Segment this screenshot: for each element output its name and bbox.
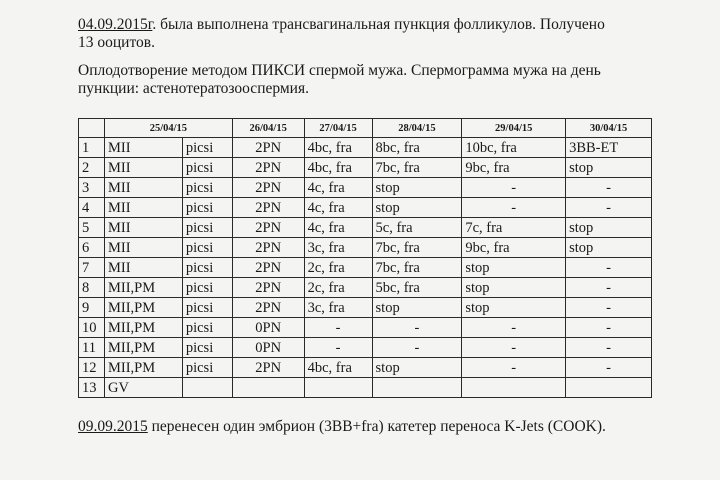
cell-day4: -: [462, 358, 566, 378]
cell-maturity: MII: [104, 138, 182, 158]
cell-maturity: GV: [104, 378, 182, 398]
table-row: [79, 158, 652, 178]
cell-method: picsi: [182, 278, 232, 298]
cell-index: 2: [79, 158, 105, 178]
cell-pn: 2PN: [232, 198, 304, 218]
cell-pn: 2PN: [232, 298, 304, 318]
table-row: [79, 218, 652, 238]
cell-day3: stop: [372, 178, 462, 198]
cell-pn: 2PN: [232, 358, 304, 378]
cell-pn: 2PN: [232, 158, 304, 178]
cell-method: picsi: [182, 198, 232, 218]
cell-method: picsi: [182, 258, 232, 278]
cell-method: picsi: [182, 358, 232, 378]
cell-index: 13: [79, 378, 105, 398]
cell-day2: 2c, fra: [304, 278, 372, 298]
cell-maturity: MII: [104, 258, 182, 278]
table-row: [79, 138, 652, 158]
cell-day3: 7bc, fra: [372, 238, 462, 258]
cell-pn: 0PN: [232, 318, 304, 338]
cell-day5: 3BB-ET: [566, 138, 652, 158]
table-row: [79, 258, 652, 278]
cell-index: 5: [79, 218, 105, 238]
cell-day4: 9bc, fra: [462, 238, 566, 258]
cell-day2: 2c, fra: [304, 258, 372, 278]
header-day-2: 27/04/15: [304, 119, 372, 138]
intro-paragraph: [78, 16, 605, 52]
cell-day5: -: [566, 298, 652, 318]
table-row: [79, 198, 652, 218]
cell-pn: 2PN: [232, 138, 304, 158]
intro-line1-text: . была выполнена трансвагинальная пункция фолликулов. Получено: [152, 16, 605, 33]
intro-date: 04.09.2015г: [78, 16, 153, 33]
cell-day4: [462, 378, 566, 398]
cell-method: picsi: [182, 218, 232, 238]
cell-day2: [304, 378, 372, 398]
table-row: [79, 338, 652, 358]
cell-day4: -: [462, 198, 566, 218]
table-row: [79, 318, 652, 338]
cell-index: 10: [79, 318, 105, 338]
cell-maturity: MII,PM: [104, 278, 182, 298]
header-day-5: 30/04/15: [566, 119, 652, 138]
cell-day5: stop: [566, 238, 652, 258]
header-day-0: 25/04/15: [104, 119, 232, 138]
table-row: [79, 298, 652, 318]
cell-day5: -: [566, 178, 652, 198]
cell-pn: 2PN: [232, 278, 304, 298]
fertilization-paragraph: [78, 62, 601, 98]
cell-method: picsi: [182, 238, 232, 258]
header-day-4: 29/04/15: [462, 119, 566, 138]
table-row: [79, 238, 652, 258]
cell-day5: -: [566, 358, 652, 378]
cell-day4: -: [462, 318, 566, 338]
table-row: [79, 358, 652, 378]
header-index: [79, 119, 105, 138]
cell-day2: 4bc, fra: [304, 358, 372, 378]
cell-day4: 9bc, fra: [462, 158, 566, 178]
cell-maturity: MII: [104, 158, 182, 178]
cell-day5: -: [566, 318, 652, 338]
cell-day4: 10bc, fra: [462, 138, 566, 158]
cell-method: [182, 378, 232, 398]
cell-day5: stop: [566, 158, 652, 178]
cell-maturity: MII: [104, 218, 182, 238]
cell-day3: 5bc, fra: [372, 278, 462, 298]
cell-day2: 3c, fra: [304, 298, 372, 318]
cell-day4: -: [462, 178, 566, 198]
table-row: [79, 178, 652, 198]
cell-day2: 3c, fra: [304, 238, 372, 258]
cell-day5: -: [566, 258, 652, 278]
cell-day5: -: [566, 198, 652, 218]
cell-method: picsi: [182, 298, 232, 318]
cell-index: 3: [79, 178, 105, 198]
cell-day3: 5c, fra: [372, 218, 462, 238]
cell-maturity: MII,PM: [104, 318, 182, 338]
table-row: [79, 378, 652, 398]
cell-method: picsi: [182, 338, 232, 358]
cell-day3: 7bc, fra: [372, 158, 462, 178]
table-header-row: [79, 119, 652, 138]
cell-index: 1: [79, 138, 105, 158]
embryo-table: [78, 118, 652, 398]
cell-pn: 2PN: [232, 238, 304, 258]
cell-index: 8: [79, 278, 105, 298]
intro-line2-text: 13 ооцитов.: [78, 34, 155, 51]
cell-day4: stop: [462, 258, 566, 278]
cell-index: 12: [79, 358, 105, 378]
cell-maturity: MII,PM: [104, 338, 182, 358]
cell-pn: 2PN: [232, 218, 304, 238]
cell-day3: stop: [372, 198, 462, 218]
cell-day5: -: [566, 278, 652, 298]
transfer-note: [78, 418, 606, 436]
intro-line3-text: Оплодотворение методом ПИКСИ спермой мужа. Спермограмма мужа на день: [78, 62, 601, 79]
cell-day5: -: [566, 338, 652, 358]
cell-maturity: MII: [104, 178, 182, 198]
cell-maturity: MII: [104, 238, 182, 258]
cell-maturity: MII,PM: [104, 358, 182, 378]
transfer-date: 09.09.2015: [78, 418, 148, 435]
cell-day3: 8bc, fra: [372, 138, 462, 158]
cell-day2: 4bc, fra: [304, 158, 372, 178]
cell-day3: stop: [372, 298, 462, 318]
header-day-3: 28/04/15: [372, 119, 462, 138]
cell-index: 9: [79, 298, 105, 318]
cell-day3: [372, 378, 462, 398]
cell-day4: 7c, fra: [462, 218, 566, 238]
header-day-1: 26/04/15: [232, 119, 304, 138]
cell-method: picsi: [182, 158, 232, 178]
cell-day2: 4c, fra: [304, 178, 372, 198]
cell-maturity: MII,PM: [104, 298, 182, 318]
intro-line4-text: пункции: астенотератозооспермия.: [78, 80, 309, 97]
cell-index: 11: [79, 338, 105, 358]
table-row: [79, 278, 652, 298]
cell-day4: -: [462, 338, 566, 358]
cell-day4: stop: [462, 298, 566, 318]
cell-day5: stop: [566, 218, 652, 238]
cell-pn: [232, 378, 304, 398]
cell-day2: 4bc, fra: [304, 138, 372, 158]
cell-index: 7: [79, 258, 105, 278]
cell-method: picsi: [182, 318, 232, 338]
cell-day3: -: [372, 338, 462, 358]
cell-method: picsi: [182, 138, 232, 158]
cell-day2: 4c, fra: [304, 198, 372, 218]
cell-index: 6: [79, 238, 105, 258]
cell-pn: 2PN: [232, 178, 304, 198]
cell-index: 4: [79, 198, 105, 218]
cell-day2: -: [304, 318, 372, 338]
cell-day5: [566, 378, 652, 398]
table-body: [79, 138, 652, 398]
cell-maturity: MII: [104, 198, 182, 218]
cell-pn: 0PN: [232, 338, 304, 358]
cell-day3: -: [372, 318, 462, 338]
cell-day2: -: [304, 338, 372, 358]
cell-day3: 7bc, fra: [372, 258, 462, 278]
cell-day2: 4c, fra: [304, 218, 372, 238]
cell-method: picsi: [182, 178, 232, 198]
cell-pn: 2PN: [232, 258, 304, 278]
transfer-text: перенесен один эмбрион (3BB+fra) катетер переноса K-Jets (COOK).: [147, 418, 606, 435]
cell-day4: stop: [462, 278, 566, 298]
cell-day3: stop: [372, 358, 462, 378]
